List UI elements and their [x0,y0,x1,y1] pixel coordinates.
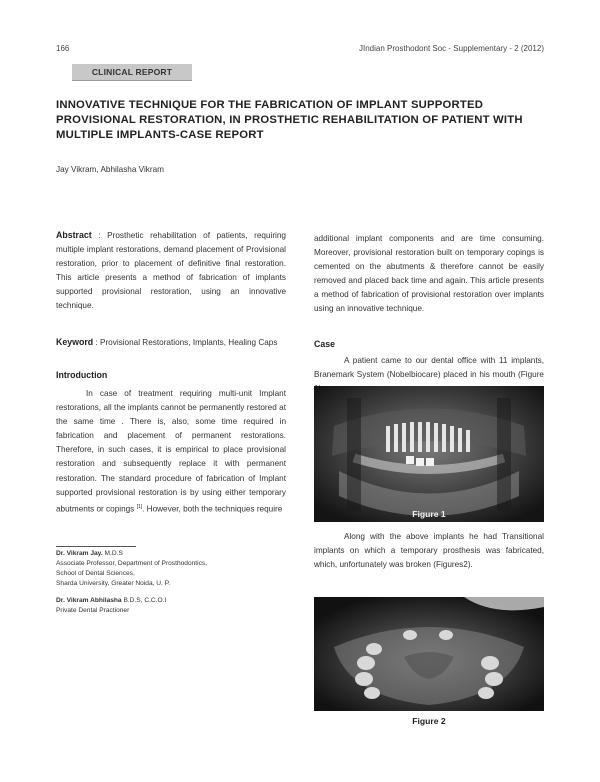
author-list: Jay Vikram, Abhilasha Vikram [56,165,164,174]
article-title: INNOVATIVE TECHNIQUE FOR THE FABRICATION OF IMPLANT SUPPORTED PROVISIONAL RESTORATION, IN PROSTHETIC REHABILITATION OF PATIENT WITH MULTIPLE IMPLANTS-CASE REPORT [56,99,523,141]
case-heading: Case [314,339,336,349]
keywords-text: : Provisional Restorations, Implants, Healing Caps [93,338,278,347]
continuation-text: additional implant components and are time consuming. Moreover, provisional restoration built on temporary copings is cemented on the abutments & therefore cannot be easily removed and placed back time and again. This article presents a method of fabrication of provisional restoration over implants using an innovative technique. [314,234,544,314]
affiliation-author1 [56,549,286,589]
figure-2-image [314,597,544,711]
author1-line: School of Dental Sciences, [56,570,135,577]
introduction-tail: . However, both the techniques require [142,504,283,514]
introduction-body: In case of treatment requiring multi-unit Implant restorations, all the implants cannot be permanently restored at the same time . There is, also, some time required in fabrication and placement of permanent restorations. Therefore, in such cases, it is empirical to place provisional restoration and subsequently replace it with permanent restoration. The standard procedure of fabrication of Implant supported provisional restoration is by using either temporary abutments or copings [56,389,286,514]
figure-1-image [314,386,544,522]
journal-header: JIndian Prosthodont Soc - Supplementary - 2 (2012) [359,44,544,53]
figure-1-caption: Figure 1 [412,509,446,519]
abstract-block [56,228,286,314]
introduction-heading: Introduction [56,370,108,380]
keywords-label: Keyword [56,337,94,347]
author1-line: Sharda University, Greater Noida, U. P. [56,580,171,587]
intraoral-photo-graphic [314,597,544,711]
introduction-text [56,387,286,517]
citation-ref: [1] [136,503,143,510]
author2-degree: B.D.S, C.C.O.I [121,597,167,604]
author2-line: Private Dental Practioner [56,607,130,614]
keywords-block [56,335,286,350]
author1-name: Dr. Vikram Jay. [56,550,103,557]
abstract-text: : Prosthetic rehabilitation of patients, requiring multiple implant restorations, demand placement of Provisional restoration, prior to placement of definitive final restoration. This article presents a method of fabrication of implants supported provisional restoration, using an innovative technique. [56,231,286,311]
after-figure1-text: Along with the above implants he had Transitional implants on which a temporary prosthesis was fabricated, which, unfortunately was broken (Figures2). [314,532,544,570]
page-number: 166 [56,44,70,53]
figure-2-caption: Figure 2 [412,716,446,726]
footnote-rule [56,546,136,547]
panoramic-xray-graphic [314,386,544,522]
author1-line: Associate Professor, Department of Prosthodontics, [56,560,207,567]
case-text: A patient came to our dental office with 11 implants, Branemark System (Nobelbiocare) placed in his mouth (Figure [314,356,544,380]
affiliation-author2 [56,596,286,616]
section-badge: CLINICAL REPORT [72,64,192,81]
author2-name: Dr. Vikram Abhilasha [56,597,122,604]
author1-degree: M.D.S [102,550,123,557]
abstract-label: Abstract [56,230,92,240]
